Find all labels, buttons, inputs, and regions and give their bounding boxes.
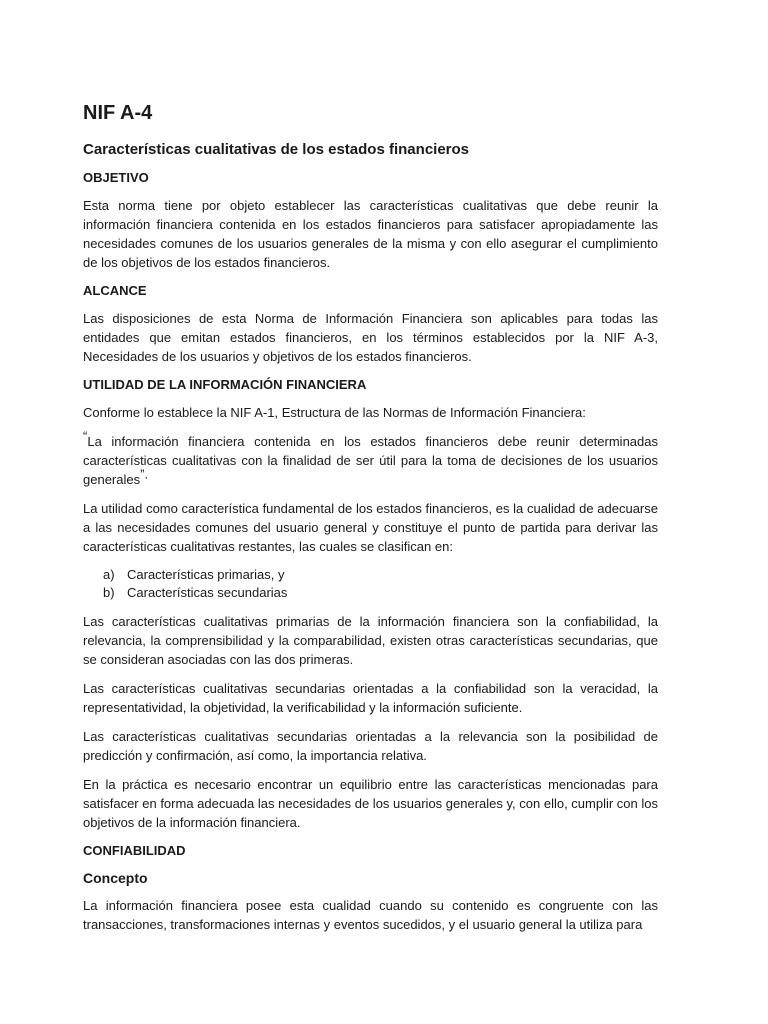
quote-text: La información financiera contenida en los estados financieros debe reunir determinadas características cualitativas con la finalidad de ser útil para la toma de decisiones de los usuarios generales xyxy=(83,434,658,487)
open-quote-mark: “ xyxy=(83,428,88,444)
paragraph-utilidad-intro: Conforme lo establece la NIF A-1, Estructura de las Normas de Información Financiera: xyxy=(83,405,586,420)
list-item-text: Características primarias, y xyxy=(127,567,285,582)
list-item xyxy=(103,566,658,584)
paragraph-objetivo: Esta norma tiene por objeto establecer las características cualitativas que debe reunir la información financiera contenida en los estados financieros para satisfacer apropiadamente las necesidades comunes de los usuarios generales de la misma y con ello asegurar el cumplimiento de los objetivos de los estados financieros. xyxy=(83,198,658,270)
quoted-paragraph xyxy=(83,428,658,489)
list-item-text: Características secundarias xyxy=(127,585,288,600)
section-heading-alcance: ALCANCE xyxy=(83,283,147,298)
list-marker: a) xyxy=(103,567,115,582)
classification-list xyxy=(83,566,658,602)
paragraph-utilidad-2: Las características cualitativas primarias de la información financiera son la confiabilidad, la relevancia, la comprensibilidad y la comparabilidad, existen otras características secundarias, que se consideran asociadas con las dos primeras. xyxy=(83,614,658,667)
paragraph-utilidad-1: La utilidad como característica fundamental de los estados financieros, es la cualidad de adecuarse a las necesidades comunes del usuario general y constituye el punto de partida para derivar las características cualitativas restantes, las cuales se clasifican en: xyxy=(83,501,658,554)
paragraph-utilidad-4: Las características cualitativas secundarias orientadas a la relevancia son la posibilidad de predicción y confirmación, así como, la importancia relativa. xyxy=(83,729,658,763)
paragraph-utilidad-3: Las características cualitativas secundarias orientadas a la confiabilidad son la veracidad, la representatividad, la objetividad, la verificabilidad y la información suficiente. xyxy=(83,681,658,715)
document-subtitle: Características cualitativas de los estados financieros xyxy=(83,141,470,158)
document-title: NIF A-4 xyxy=(83,102,153,124)
section-heading-objetivo: OBJETIVO xyxy=(83,170,149,185)
section-heading-utilidad: UTILIDAD DE LA INFORMACIÓN FINANCIERA xyxy=(83,377,367,392)
paragraph-utilidad-5: En la práctica es necesario encontrar un equilibrio entre las características mencionadas para satisfacer en forma adecuada las necesidades de los usuarios generales y, con ello, cumplir con los objetivos de la información financiera. xyxy=(83,777,658,830)
subsection-heading-concepto: Concepto xyxy=(83,870,148,886)
list-marker: b) xyxy=(103,585,115,600)
section-heading-confiabilidad: CONFIABILIDAD xyxy=(83,843,186,858)
paragraph-alcance: Las disposiciones de esta Norma de Información Financiera son aplicables para todas las entidades que emitan estados financieros, en los términos establecidos por la NIF A-3, Necesidades de los usuarios y objetivos de los estados financieros. xyxy=(83,311,658,364)
document-body xyxy=(83,100,658,944)
paragraph-confiabilidad: La información financiera posee esta cualidad cuando su contenido es congruente con las transacciones, transformaciones internas y eventos sucedidos, y el usuario general la utiliza para xyxy=(83,898,658,932)
list-item xyxy=(103,584,658,602)
close-quote-mark: ”. xyxy=(140,466,149,482)
